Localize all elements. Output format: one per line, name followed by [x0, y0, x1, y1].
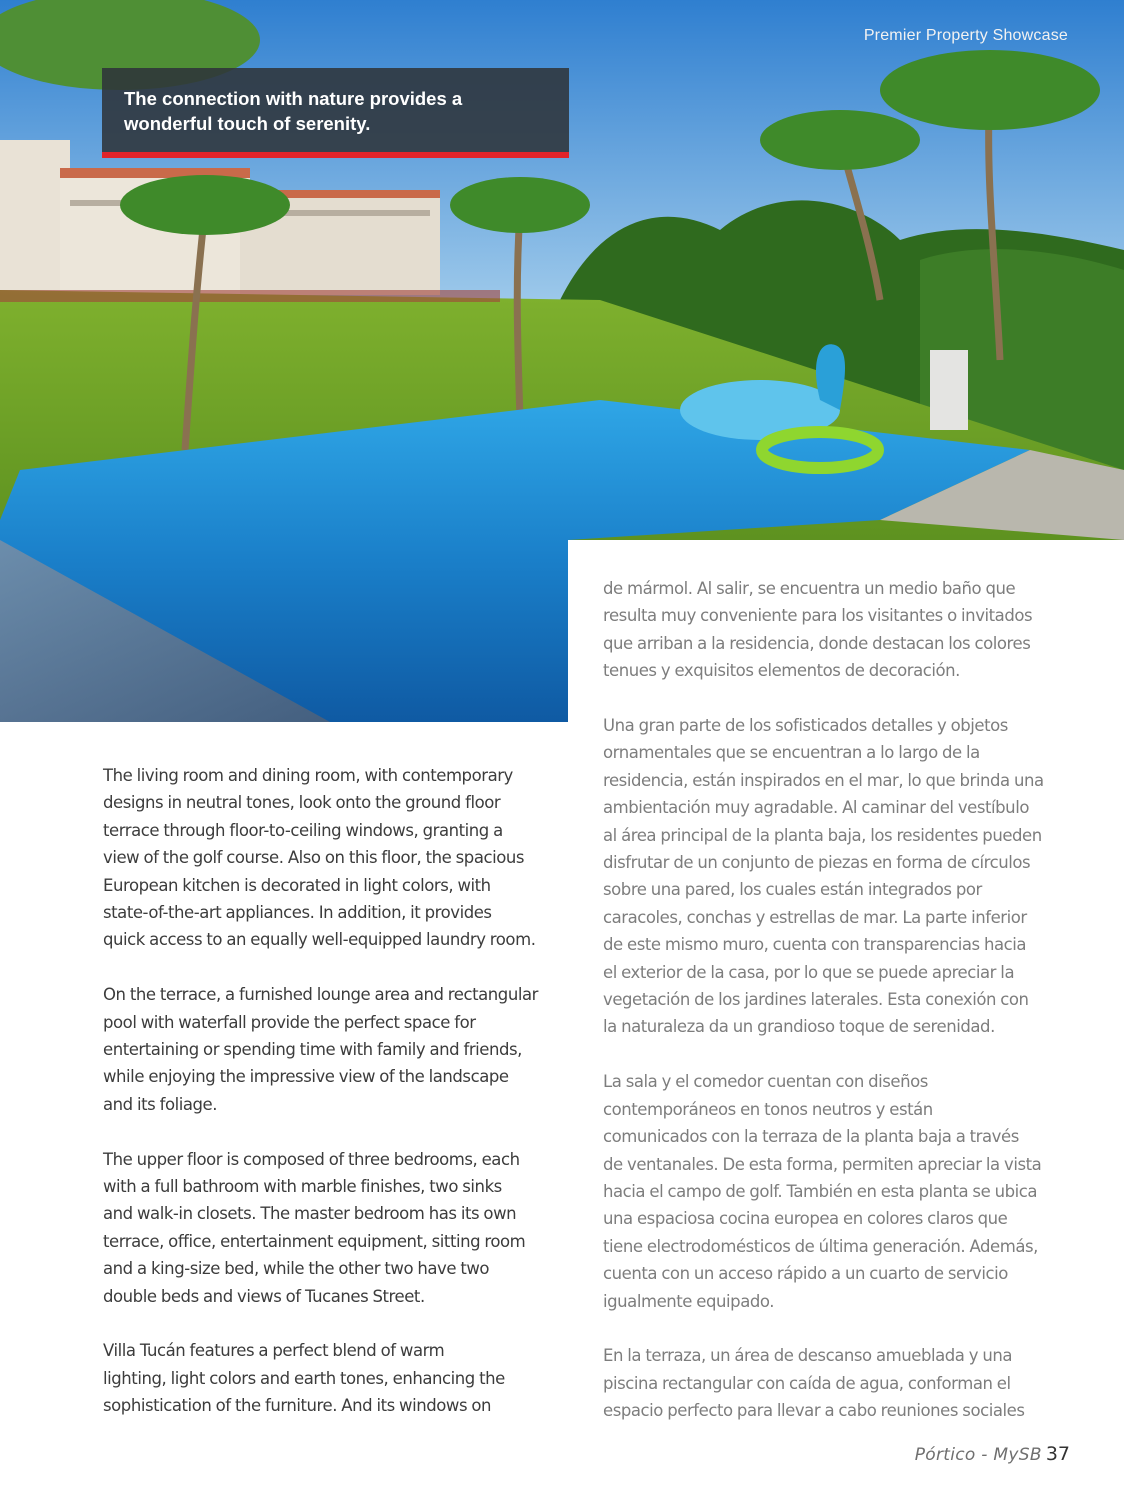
text-line: Una gran parte de los sofisticados detalles y objetos [603, 716, 1008, 736]
text-line: ornamentales que se encuentran a lo largo de la [603, 743, 980, 763]
text-line: caracoles, conchas y estrellas de mar. La parte inferior [603, 907, 1027, 927]
paragraph-sala-comedor [603, 1068, 1083, 1315]
text-line: double beds and views of Tucanes Street. [103, 1286, 425, 1306]
text-line: ambientación muy agradable. Al caminar del vestíbulo [603, 798, 1029, 818]
spanish-text-column [603, 575, 1083, 1452]
text-line: de mármol. Al salir, se encuentra un medio baño que [603, 579, 1016, 598]
text-line: Villa Tucán features a perfect blend of warm [103, 1341, 445, 1361]
magazine-name: Pórtico - MySB [914, 1445, 1042, 1465]
paragraph-villa-tucan [103, 1337, 573, 1419]
text-line: al área principal de la planta baja, los residentes pueden [603, 825, 1042, 845]
text-line: The upper floor is composed of three bedrooms, each [103, 1149, 520, 1169]
page-number: 37 [1045, 1443, 1070, 1465]
text-line: The living room and dining room, with contemporary [103, 766, 513, 785]
text-line: vegetación de los jardines laterales. Esta conexión con [603, 990, 1029, 1010]
text-line: entertaining or spending time with family and friends, [103, 1040, 522, 1060]
text-line: cuenta con un acceso rápido a un cuarto de servicio [603, 1264, 1008, 1284]
paragraph-living-room [103, 762, 573, 954]
text-line: state-of-the-art appliances. In addition, it provides [103, 903, 492, 923]
text-line: que arriban a la residencia, donde destacan los colores [603, 633, 1031, 653]
paragraph-terrace [103, 981, 573, 1118]
text-line: and its foliage. [103, 1094, 218, 1114]
paragraph-upper-floor [103, 1146, 573, 1310]
photo-caption: The connection with nature provides a wonderful touch of serenity. [124, 88, 463, 134]
english-text-column [103, 762, 573, 1447]
text-line: igualmente equipado. [603, 1291, 775, 1311]
text-line: and walk-in closets. The master bedroom has its own [103, 1204, 517, 1224]
text-line: designs in neutral tones, look onto the ground floor [103, 793, 501, 813]
section-label: Premier Property Showcase [863, 27, 1068, 44]
text-line: residencia, están inspirados en el mar, lo que brinda una [603, 770, 1044, 790]
text-line: comunicados con la terraza de la planta baja a través [603, 1127, 1019, 1147]
text-line: terrace, office, entertainment equipment, sitting room [103, 1231, 526, 1251]
text-line: disfrutar de un conjunto de piezas en forma de círculos [603, 853, 1031, 873]
paragraph-terraza [603, 1342, 1083, 1424]
text-line: tenues y exquisitos elementos de decoración. [603, 661, 960, 681]
text-line: una espaciosa cocina europea en colores claros que [603, 1209, 1008, 1229]
photo-caption-box [102, 68, 569, 158]
paragraph-medio-bano [603, 575, 1083, 685]
text-line: hacia el campo de golf. También en esta planta se ubica [603, 1181, 1038, 1201]
text-line: piscina rectangular con caída de agua, conforman el [603, 1373, 1011, 1393]
text-line: quick access to an equally well-equipped laundry room. [103, 930, 536, 950]
text-line: On the terrace, a furnished lounge area and rectangular [103, 985, 538, 1005]
text-line: tiene electrodomésticos de última generación. Además, [603, 1236, 1038, 1256]
text-line: de ventanales. De esta forma, permiten apreciar la vista [603, 1154, 1042, 1174]
text-line: European kitchen is decorated in light colors, with [103, 875, 491, 895]
text-line: terrace through floor-to-ceiling windows, granting a [103, 820, 503, 840]
text-line: sobre una pared, los cuales están integrados por [603, 880, 982, 900]
text-line: sophistication of the furniture. And its windows on [103, 1396, 492, 1416]
page-footer [915, 1443, 1070, 1465]
text-line: contemporáneos en tonos neutros y están [603, 1099, 933, 1119]
text-line: la naturaleza da un grandioso toque de serenidad. [603, 1017, 995, 1037]
text-line: view of the golf course. Also on this floor, the spacious [103, 848, 525, 868]
text-line: el exterior de la casa, por lo que se puede apreciar la [603, 962, 1015, 982]
text-line: En la terraza, un área de descanso amueblada y una [603, 1346, 1013, 1366]
text-line: and a king-size bed, while the other two have two [103, 1259, 490, 1279]
text-line: espacio perfecto para llevar a cabo reuniones sociales [603, 1401, 1025, 1421]
text-line: with a full bathroom with marble finishes, two sinks [103, 1177, 502, 1197]
paragraph-detalles [603, 712, 1083, 1041]
text-line: resulta muy conveniente para los visitantes o invitados [603, 606, 1033, 626]
text-line: while enjoying the impressive view of the landscape [103, 1067, 509, 1087]
text-line: pool with waterfall provide the perfect space for [103, 1012, 476, 1032]
text-line: lighting, light colors and earth tones, enhancing the [103, 1368, 505, 1388]
text-line: de este mismo muro, cuenta con transparencias hacia [603, 935, 1027, 955]
text-line: La sala y el comedor cuentan con diseños [603, 1072, 928, 1092]
